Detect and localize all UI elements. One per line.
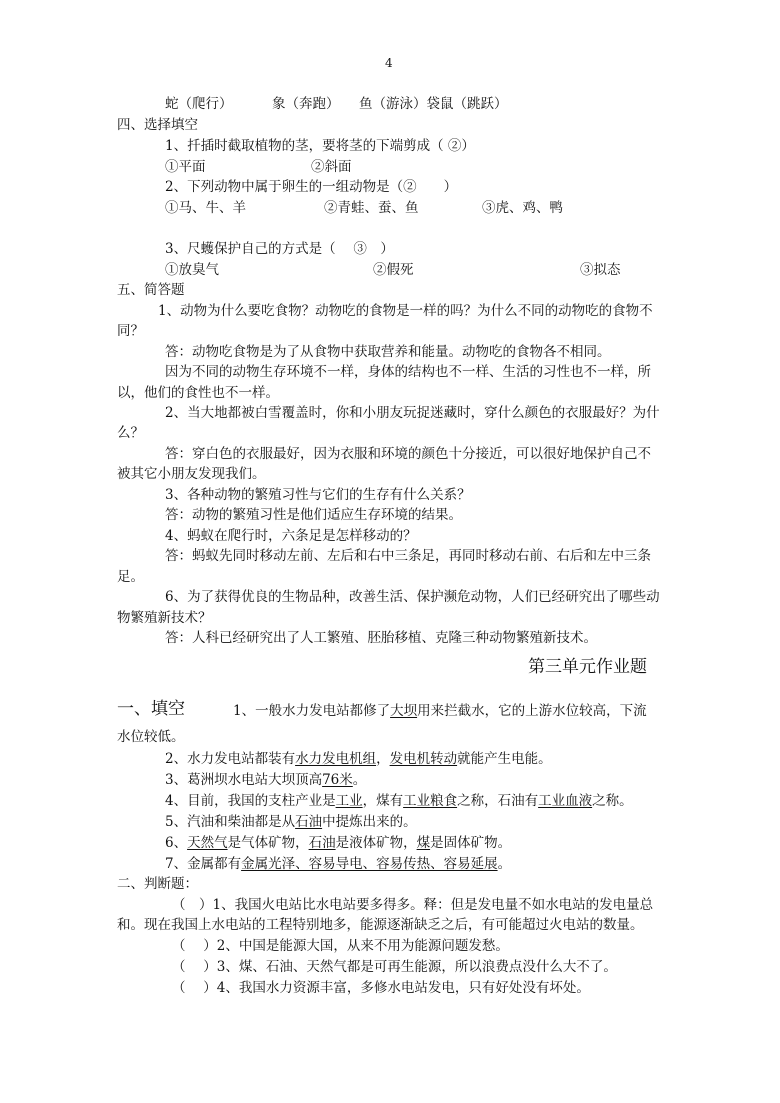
fill-q4 <box>165 792 633 810</box>
fill-q1-answer: 大坝 <box>390 703 418 719</box>
fill-q4-answer1: 工业 <box>335 793 363 809</box>
fill-q6-post: 是固体矿物。 <box>430 835 512 851</box>
fill-q1-pre: 1、一般水力发电站都修了 <box>233 703 391 719</box>
fill-q4-answer3: 工业血液 <box>538 793 593 809</box>
section4-q1-option2: ②斜面 <box>311 159 352 175</box>
animal-fish-kangaroo: 鱼（游泳）袋鼠（跳跃） <box>359 96 508 112</box>
section5-a1-line3: 以，他们的食性也不一样。 <box>117 385 279 401</box>
unit3-heading: 第三单元作业题 <box>528 657 647 677</box>
section5-q6-line2: 物繁殖新技术？ <box>117 610 212 626</box>
fill-q3-pre: 3、葛洲坝水电站大坝顶高 <box>165 772 323 788</box>
section5-q1-line2: 同？ <box>117 323 144 339</box>
fill-q3 <box>165 771 366 789</box>
section5-q4: 4、蚂蚁在爬行时，六条足是怎样移动的？ <box>165 528 417 544</box>
fill-q5 <box>165 813 417 831</box>
fill-q3-post: 。 <box>352 772 367 788</box>
fill-q1 <box>233 702 647 720</box>
judge-q1-line1: （ ）1、我国火电站比水电站要多得多。释：但是发电量不如水电站的发电量总 <box>172 897 654 913</box>
fill-q5-answer: 石油 <box>295 814 323 830</box>
fill-q7-pre: 7、金属都有 <box>165 856 242 872</box>
fill-q6-mid1: 是气体矿物， <box>227 835 309 851</box>
judge-section-title: 二、判断题： <box>117 876 198 892</box>
fill-q2 <box>165 750 552 768</box>
section4-q3-option3: ③拟态 <box>580 262 621 278</box>
section4-q1-option1: ①平面 <box>165 159 206 175</box>
section4-q2-option3: ③虎、鸡、鸭 <box>482 200 563 216</box>
fill-q5-post: 中提炼出来的。 <box>322 814 417 830</box>
section5-q2-line2: 么？ <box>117 425 144 441</box>
section5-a1-line1: 答：动物吃食物是为了从食物中获取营养和能量。动物吃的食物各不相同。 <box>165 344 611 360</box>
animal-snake: 蛇（爬行） <box>165 96 233 112</box>
fill-q2-mid: ， <box>376 751 390 767</box>
section5-q3: 3、各种动物的繁殖习性与它们的生存有什么关系？ <box>165 487 471 503</box>
section5-a2-line2: 被其它小朋友发现我们。 <box>117 466 266 482</box>
section5-a6: 答：人科已经研究出了人工繁殖、胚胎移植、克隆三种动物繁殖新技术。 <box>165 630 597 646</box>
judge-q3: （ ）3、煤、石油、天然气都是可再生能源，所以浪费点没什么大不了。 <box>172 959 617 975</box>
fill-q6-answer2: 石油 <box>308 835 336 851</box>
fill-q2-answer1: 水力发电机组 <box>295 751 377 767</box>
section4-q2: 2、下列动物中属于卵生的一组动物是（② ） <box>165 179 458 195</box>
fill-q1-line2: 水位较低。 <box>117 729 185 745</box>
judge-q4: （ ）4、我国水力资源丰富，多修水电站发电，只有好处没有坏处。 <box>172 980 590 996</box>
fill-q7 <box>165 855 511 873</box>
fill-q6-mid2: 是液体矿物， <box>335 835 417 851</box>
section5-a2-line1: 答：穿白色的衣服最好，因为衣服和环境的颜色十分接近，可以很好地保护自己不 <box>165 446 651 462</box>
fill-q4-mid2: 之称，石油有 <box>457 793 539 809</box>
fill-q2-answer2: 发电机转动 <box>389 751 458 767</box>
fill-q6 <box>165 834 511 852</box>
section5-a4-line1: 答：蚂蚁先同时移动左前、左后和右中三条足，再同时移动右前、右后和左中三条 <box>165 548 651 564</box>
fill-q2-post: 就能产生电能。 <box>457 751 552 767</box>
fill-q4-post: 之称。 <box>592 793 633 809</box>
fill-q6-pre: 6、 <box>165 835 188 851</box>
fill-q4-answer2: 工业粮食 <box>403 793 458 809</box>
fill-q4-mid1: ，煤有 <box>362 793 404 809</box>
page-number: 4 <box>385 56 393 70</box>
fill-q7-post: 。 <box>497 856 512 872</box>
fill-q2-pre: 2、水力发电站都装有 <box>165 751 296 767</box>
fill-q5-pre: 5、汽油和柴油都是从 <box>165 814 296 830</box>
section5-q2-line1: 2、当大地都被白雪覆盖时，你和小朋友玩捉迷藏时，穿什么颜色的衣服最好？为什 <box>165 405 660 421</box>
section4-q2-option2: ②青蛙、蚕、鱼 <box>324 200 419 216</box>
fill-q1-post: 用来拦截水，它的上游水位较高，下流 <box>417 703 647 719</box>
section4-q3-option2: ②假死 <box>373 262 414 278</box>
section5-a3: 答：动物的繁殖习性是他们适应生存环境的结果。 <box>165 507 462 523</box>
section4-q3: 3、尺蠖保护自己的方式是（ ③ ） <box>165 241 394 257</box>
section5-title: 五、简答题 <box>117 282 185 298</box>
fill-section-title: 一、填空 <box>117 699 185 719</box>
judge-q2: （ ）2、中国是能源大国，从来不用为能源问题发愁。 <box>172 938 509 954</box>
animal-elephant: 象（奔跑） <box>272 96 340 112</box>
judge-q1-line2: 和。现在我国上水电站的工程特别地多，能源逐渐缺乏之后，有可能超过火电站的数量。 <box>117 917 644 933</box>
section4-title: 四、选择填空 <box>117 117 198 133</box>
fill-q4-pre: 4、目前，我国的支柱产业是 <box>165 793 336 809</box>
fill-q7-answer: 金属光泽、容易导电、容易传热、容易延展 <box>241 856 498 872</box>
section4-q2-option1: ①马、牛、羊 <box>165 200 246 216</box>
section5-a1-line2: 因为不同的动物生存环境不一样，身体的结构也不一样、生活的习性也不一样，所 <box>165 364 651 380</box>
section4-q3-option1: ①放臭气 <box>165 262 219 278</box>
section5-a4-line2: 足。 <box>117 569 144 585</box>
section5-q6-line1: 6、为了获得优良的生物品种，改善生活、保护濒危动物，人们已经研究出了哪些动 <box>165 589 660 605</box>
fill-q3-answer: 76米 <box>322 772 353 788</box>
fill-q6-answer1: 天然气 <box>187 835 228 851</box>
section5-q1-line1: 1、动物为什么要吃食物？动物吃的食物是一样的吗？为什么不同的动物吃的食物不 <box>158 303 653 319</box>
fill-q6-answer3: 煤 <box>416 835 431 851</box>
section4-q1: 1、扦插时截取植物的茎，要将茎的下端剪成（ ②） <box>165 138 475 154</box>
